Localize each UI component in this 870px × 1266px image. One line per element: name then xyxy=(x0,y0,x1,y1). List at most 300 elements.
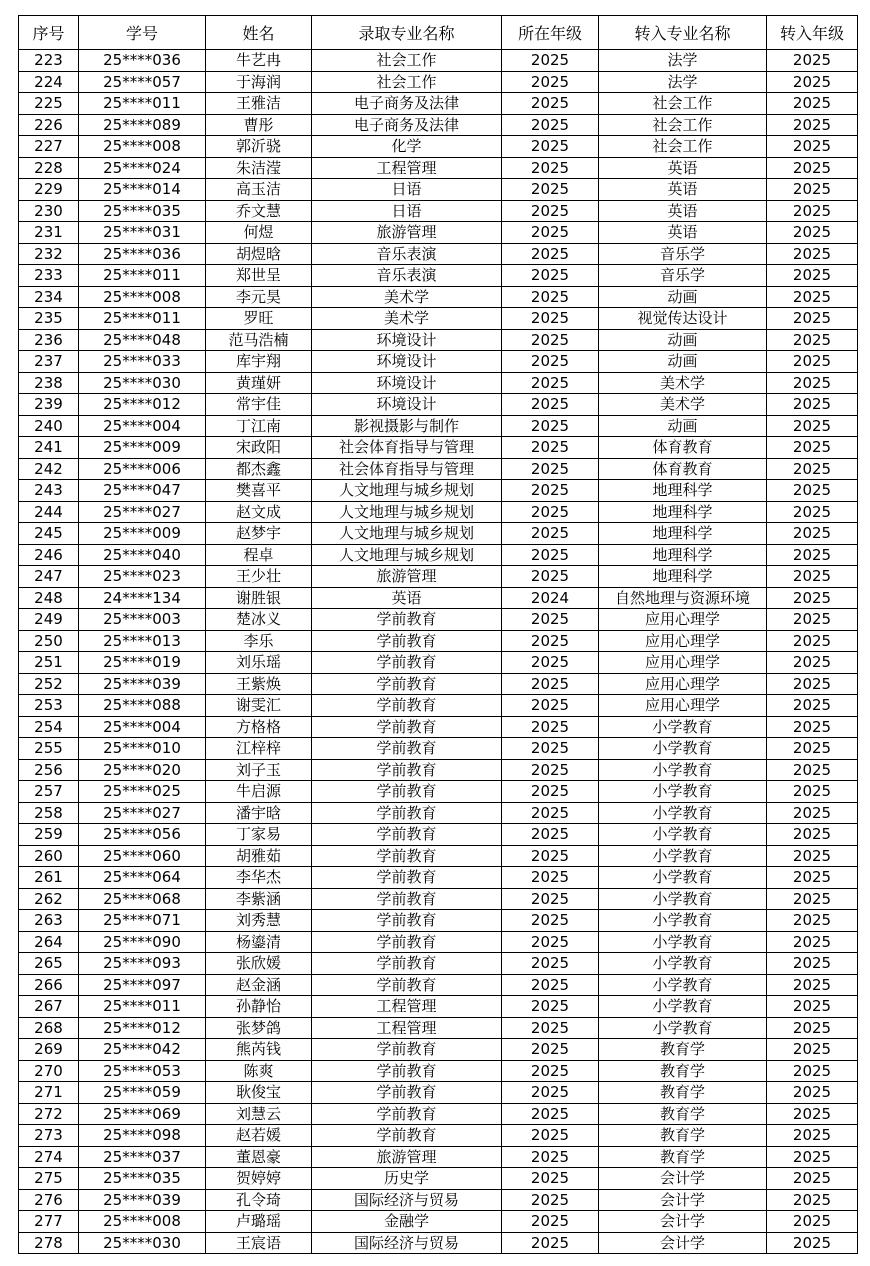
cell-student-id: 25****023 xyxy=(79,566,206,588)
table-row xyxy=(19,265,858,287)
cell-admitted-major: 学前教育 xyxy=(312,1082,502,1104)
cell-transfer-grade: 2025 xyxy=(767,738,858,760)
cell-serial-number: 247 xyxy=(19,566,79,588)
cell-admitted-major: 国际经济与贸易 xyxy=(312,1189,502,1211)
cell-student-id: 25****013 xyxy=(79,630,206,652)
table-row xyxy=(19,1211,858,1233)
cell-name: 樊喜平 xyxy=(206,480,312,502)
cell-serial-number: 224 xyxy=(19,71,79,93)
cell-name: 耿俊宝 xyxy=(206,1082,312,1104)
cell-transfer-major: 英语 xyxy=(599,222,767,244)
cell-grade: 2025 xyxy=(502,953,599,975)
cell-name: 赵金涵 xyxy=(206,974,312,996)
cell-grade: 2025 xyxy=(502,1060,599,1082)
cell-transfer-grade: 2025 xyxy=(767,308,858,330)
cell-transfer-grade: 2025 xyxy=(767,243,858,265)
cell-admitted-major: 学前教育 xyxy=(312,974,502,996)
cell-serial-number: 239 xyxy=(19,394,79,416)
header-serial-number: 序号 xyxy=(19,16,79,50)
cell-name: 楚冰义 xyxy=(206,609,312,631)
cell-transfer-major: 音乐学 xyxy=(599,243,767,265)
cell-transfer-grade: 2025 xyxy=(767,953,858,975)
cell-admitted-major: 学前教育 xyxy=(312,695,502,717)
cell-name: 程卓 xyxy=(206,544,312,566)
cell-transfer-grade: 2025 xyxy=(767,93,858,115)
cell-grade: 2025 xyxy=(502,329,599,351)
cell-transfer-grade: 2025 xyxy=(767,996,858,1018)
cell-transfer-grade: 2025 xyxy=(767,1039,858,1061)
cell-student-id: 25****071 xyxy=(79,910,206,932)
cell-admitted-major: 影视摄影与制作 xyxy=(312,415,502,437)
table-row xyxy=(19,695,858,717)
cell-serial-number: 255 xyxy=(19,738,79,760)
table-row xyxy=(19,1082,858,1104)
cell-admitted-major: 人文地理与城乡规划 xyxy=(312,480,502,502)
table-row xyxy=(19,974,858,996)
header-name: 姓名 xyxy=(206,16,312,50)
cell-serial-number: 236 xyxy=(19,329,79,351)
cell-transfer-grade: 2025 xyxy=(767,974,858,996)
cell-transfer-major: 小学教育 xyxy=(599,759,767,781)
table-row xyxy=(19,587,858,609)
table-row xyxy=(19,50,858,72)
cell-transfer-major: 教育学 xyxy=(599,1060,767,1082)
cell-student-id: 25****056 xyxy=(79,824,206,846)
cell-serial-number: 254 xyxy=(19,716,79,738)
cell-transfer-major: 会计学 xyxy=(599,1211,767,1233)
cell-serial-number: 274 xyxy=(19,1146,79,1168)
cell-grade: 2025 xyxy=(502,1125,599,1147)
cell-grade: 2025 xyxy=(502,265,599,287)
cell-student-id: 25****008 xyxy=(79,1211,206,1233)
cell-student-id: 25****004 xyxy=(79,415,206,437)
cell-grade: 2025 xyxy=(502,845,599,867)
cell-transfer-grade: 2025 xyxy=(767,1125,858,1147)
header-grade: 所在年级 xyxy=(502,16,599,50)
cell-grade: 2025 xyxy=(502,738,599,760)
cell-transfer-major: 小学教育 xyxy=(599,738,767,760)
cell-transfer-major: 地理科学 xyxy=(599,480,767,502)
cell-student-id: 25****097 xyxy=(79,974,206,996)
cell-serial-number: 246 xyxy=(19,544,79,566)
cell-student-id: 25****011 xyxy=(79,996,206,1018)
cell-admitted-major: 人文地理与城乡规划 xyxy=(312,544,502,566)
table-row xyxy=(19,566,858,588)
cell-serial-number: 277 xyxy=(19,1211,79,1233)
cell-serial-number: 230 xyxy=(19,200,79,222)
cell-student-id: 25****042 xyxy=(79,1039,206,1061)
cell-student-id: 25****011 xyxy=(79,308,206,330)
cell-admitted-major: 美术学 xyxy=(312,286,502,308)
cell-admitted-major: 环境设计 xyxy=(312,372,502,394)
cell-serial-number: 240 xyxy=(19,415,79,437)
table-row xyxy=(19,996,858,1018)
cell-admitted-major: 环境设计 xyxy=(312,394,502,416)
table-row xyxy=(19,329,858,351)
cell-name: 郑世呈 xyxy=(206,265,312,287)
cell-name: 贺婷婷 xyxy=(206,1168,312,1190)
cell-name: 张梦鸽 xyxy=(206,1017,312,1039)
cell-name: 赵若媛 xyxy=(206,1125,312,1147)
cell-serial-number: 243 xyxy=(19,480,79,502)
cell-admitted-major: 英语 xyxy=(312,587,502,609)
cell-student-id: 25****024 xyxy=(79,157,206,179)
cell-name: 胡雅茹 xyxy=(206,845,312,867)
table-row xyxy=(19,136,858,158)
cell-grade: 2025 xyxy=(502,243,599,265)
cell-serial-number: 265 xyxy=(19,953,79,975)
cell-grade: 2025 xyxy=(502,200,599,222)
cell-transfer-major: 地理科学 xyxy=(599,544,767,566)
cell-student-id: 24****134 xyxy=(79,587,206,609)
cell-student-id: 25****008 xyxy=(79,136,206,158)
cell-admitted-major: 环境设计 xyxy=(312,329,502,351)
cell-transfer-major: 小学教育 xyxy=(599,953,767,975)
table-row xyxy=(19,759,858,781)
cell-transfer-grade: 2025 xyxy=(767,286,858,308)
cell-name: 乔文慧 xyxy=(206,200,312,222)
cell-serial-number: 260 xyxy=(19,845,79,867)
cell-grade: 2025 xyxy=(502,888,599,910)
cell-admitted-major: 社会工作 xyxy=(312,50,502,72)
cell-admitted-major: 日语 xyxy=(312,179,502,201)
table-row xyxy=(19,781,858,803)
cell-transfer-major: 小学教育 xyxy=(599,996,767,1018)
table-row xyxy=(19,501,858,523)
cell-grade: 2025 xyxy=(502,802,599,824)
cell-serial-number: 275 xyxy=(19,1168,79,1190)
table-row xyxy=(19,415,858,437)
cell-student-id: 25****030 xyxy=(79,1232,206,1254)
cell-grade: 2025 xyxy=(502,759,599,781)
cell-admitted-major: 人文地理与城乡规划 xyxy=(312,501,502,523)
cell-serial-number: 228 xyxy=(19,157,79,179)
cell-transfer-major: 法学 xyxy=(599,50,767,72)
cell-transfer-grade: 2025 xyxy=(767,867,858,889)
cell-serial-number: 251 xyxy=(19,652,79,674)
cell-student-id: 25****008 xyxy=(79,286,206,308)
cell-transfer-grade: 2025 xyxy=(767,458,858,480)
cell-serial-number: 252 xyxy=(19,673,79,695)
cell-grade: 2025 xyxy=(502,1017,599,1039)
cell-admitted-major: 化学 xyxy=(312,136,502,158)
cell-serial-number: 238 xyxy=(19,372,79,394)
cell-transfer-major: 小学教育 xyxy=(599,824,767,846)
cell-transfer-major: 地理科学 xyxy=(599,566,767,588)
cell-student-id: 25****011 xyxy=(79,93,206,115)
cell-transfer-major: 会计学 xyxy=(599,1168,767,1190)
cell-student-id: 25****030 xyxy=(79,372,206,394)
cell-transfer-major: 会计学 xyxy=(599,1189,767,1211)
table-row xyxy=(19,71,858,93)
cell-transfer-grade: 2025 xyxy=(767,845,858,867)
table-row xyxy=(19,910,858,932)
cell-transfer-grade: 2025 xyxy=(767,1103,858,1125)
table-row xyxy=(19,114,858,136)
cell-grade: 2025 xyxy=(502,480,599,502)
cell-serial-number: 261 xyxy=(19,867,79,889)
cell-serial-number: 276 xyxy=(19,1189,79,1211)
cell-admitted-major: 社会体育指导与管理 xyxy=(312,437,502,459)
cell-transfer-grade: 2025 xyxy=(767,673,858,695)
cell-serial-number: 268 xyxy=(19,1017,79,1039)
cell-serial-number: 232 xyxy=(19,243,79,265)
cell-student-id: 25****068 xyxy=(79,888,206,910)
cell-transfer-grade: 2025 xyxy=(767,71,858,93)
cell-serial-number: 245 xyxy=(19,523,79,545)
cell-grade: 2025 xyxy=(502,931,599,953)
cell-transfer-grade: 2025 xyxy=(767,1060,858,1082)
cell-admitted-major: 学前教育 xyxy=(312,802,502,824)
cell-student-id: 25****004 xyxy=(79,716,206,738)
cell-transfer-grade: 2025 xyxy=(767,888,858,910)
cell-grade: 2025 xyxy=(502,157,599,179)
cell-serial-number: 227 xyxy=(19,136,79,158)
cell-student-id: 25****036 xyxy=(79,243,206,265)
cell-student-id: 25****047 xyxy=(79,480,206,502)
table-row xyxy=(19,845,858,867)
cell-transfer-major: 体育教育 xyxy=(599,458,767,480)
cell-student-id: 25****031 xyxy=(79,222,206,244)
cell-grade: 2025 xyxy=(502,910,599,932)
cell-transfer-grade: 2025 xyxy=(767,523,858,545)
cell-name: 都杰鑫 xyxy=(206,458,312,480)
table-row xyxy=(19,222,858,244)
table-row xyxy=(19,931,858,953)
cell-name: 李乐 xyxy=(206,630,312,652)
cell-grade: 2025 xyxy=(502,824,599,846)
cell-transfer-grade: 2025 xyxy=(767,1146,858,1168)
cell-transfer-major: 美术学 xyxy=(599,394,767,416)
cell-name: 范马浩楠 xyxy=(206,329,312,351)
cell-grade: 2025 xyxy=(502,544,599,566)
cell-transfer-major: 小学教育 xyxy=(599,802,767,824)
cell-admitted-major: 音乐表演 xyxy=(312,243,502,265)
cell-admitted-major: 学前教育 xyxy=(312,738,502,760)
cell-admitted-major: 学前教育 xyxy=(312,673,502,695)
cell-admitted-major: 学前教育 xyxy=(312,910,502,932)
cell-grade: 2025 xyxy=(502,501,599,523)
cell-name: 杨鎏清 xyxy=(206,931,312,953)
cell-name: 罗旺 xyxy=(206,308,312,330)
cell-name: 黄瑾妍 xyxy=(206,372,312,394)
cell-student-id: 25****010 xyxy=(79,738,206,760)
cell-name: 王紫焕 xyxy=(206,673,312,695)
cell-serial-number: 263 xyxy=(19,910,79,932)
cell-transfer-major: 地理科学 xyxy=(599,501,767,523)
cell-serial-number: 223 xyxy=(19,50,79,72)
cell-transfer-grade: 2025 xyxy=(767,351,858,373)
table-row xyxy=(19,802,858,824)
cell-student-id: 25****037 xyxy=(79,1146,206,1168)
cell-name: 朱洁滢 xyxy=(206,157,312,179)
cell-serial-number: 266 xyxy=(19,974,79,996)
cell-name: 牛启源 xyxy=(206,781,312,803)
cell-admitted-major: 学前教育 xyxy=(312,652,502,674)
cell-student-id: 25****057 xyxy=(79,71,206,93)
cell-transfer-grade: 2025 xyxy=(767,50,858,72)
cell-name: 宋政阳 xyxy=(206,437,312,459)
cell-grade: 2025 xyxy=(502,652,599,674)
cell-admitted-major: 学前教育 xyxy=(312,867,502,889)
table-row xyxy=(19,1232,858,1254)
table-row xyxy=(19,480,858,502)
cell-name: 刘慧云 xyxy=(206,1103,312,1125)
table-row xyxy=(19,867,858,889)
cell-grade: 2025 xyxy=(502,630,599,652)
cell-name: 常宇佳 xyxy=(206,394,312,416)
cell-name: 江梓梓 xyxy=(206,738,312,760)
cell-transfer-grade: 2025 xyxy=(767,652,858,674)
cell-grade: 2025 xyxy=(502,50,599,72)
cell-transfer-major: 教育学 xyxy=(599,1082,767,1104)
cell-transfer-grade: 2025 xyxy=(767,931,858,953)
cell-student-id: 25****064 xyxy=(79,867,206,889)
cell-transfer-grade: 2025 xyxy=(767,437,858,459)
cell-admitted-major: 国际经济与贸易 xyxy=(312,1232,502,1254)
cell-admitted-major: 旅游管理 xyxy=(312,566,502,588)
cell-admitted-major: 学前教育 xyxy=(312,609,502,631)
cell-student-id: 25****059 xyxy=(79,1082,206,1104)
cell-grade: 2025 xyxy=(502,1211,599,1233)
header-transfer-grade: 转入年级 xyxy=(767,16,858,50)
cell-admitted-major: 学前教育 xyxy=(312,630,502,652)
cell-admitted-major: 学前教育 xyxy=(312,931,502,953)
cell-transfer-grade: 2025 xyxy=(767,372,858,394)
cell-transfer-major: 社会工作 xyxy=(599,136,767,158)
cell-grade: 2025 xyxy=(502,179,599,201)
cell-grade: 2025 xyxy=(502,286,599,308)
cell-name: 李紫涵 xyxy=(206,888,312,910)
cell-grade: 2025 xyxy=(502,974,599,996)
table-row xyxy=(19,351,858,373)
cell-admitted-major: 工程管理 xyxy=(312,996,502,1018)
table-body xyxy=(19,50,858,1254)
cell-transfer-major: 视觉传达设计 xyxy=(599,308,767,330)
cell-transfer-major: 英语 xyxy=(599,200,767,222)
cell-student-id: 25****012 xyxy=(79,1017,206,1039)
cell-grade: 2025 xyxy=(502,716,599,738)
cell-name: 曹彤 xyxy=(206,114,312,136)
cell-name: 孔令琦 xyxy=(206,1189,312,1211)
cell-transfer-grade: 2025 xyxy=(767,157,858,179)
table-row xyxy=(19,93,858,115)
table-row xyxy=(19,458,858,480)
cell-transfer-major: 应用心理学 xyxy=(599,630,767,652)
cell-student-id: 25****048 xyxy=(79,329,206,351)
cell-transfer-major: 会计学 xyxy=(599,1232,767,1254)
cell-grade: 2025 xyxy=(502,394,599,416)
cell-admitted-major: 学前教育 xyxy=(312,845,502,867)
table-row xyxy=(19,609,858,631)
cell-transfer-grade: 2025 xyxy=(767,587,858,609)
cell-name: 李元昊 xyxy=(206,286,312,308)
cell-student-id: 25****009 xyxy=(79,437,206,459)
cell-name: 于海润 xyxy=(206,71,312,93)
table-row xyxy=(19,1146,858,1168)
cell-admitted-major: 工程管理 xyxy=(312,1017,502,1039)
cell-student-id: 25****060 xyxy=(79,845,206,867)
table-row xyxy=(19,824,858,846)
cell-grade: 2025 xyxy=(502,1039,599,1061)
cell-serial-number: 273 xyxy=(19,1125,79,1147)
cell-serial-number: 234 xyxy=(19,286,79,308)
cell-serial-number: 249 xyxy=(19,609,79,631)
cell-admitted-major: 日语 xyxy=(312,200,502,222)
cell-transfer-major: 美术学 xyxy=(599,372,767,394)
cell-transfer-major: 动画 xyxy=(599,286,767,308)
cell-grade: 2025 xyxy=(502,781,599,803)
table-row xyxy=(19,953,858,975)
cell-grade: 2025 xyxy=(502,136,599,158)
cell-serial-number: 264 xyxy=(19,931,79,953)
cell-transfer-major: 动画 xyxy=(599,415,767,437)
transfer-student-table xyxy=(18,15,858,1254)
table-row xyxy=(19,200,858,222)
cell-grade: 2025 xyxy=(502,114,599,136)
cell-transfer-grade: 2025 xyxy=(767,1189,858,1211)
cell-admitted-major: 学前教育 xyxy=(312,888,502,910)
cell-transfer-grade: 2025 xyxy=(767,802,858,824)
cell-transfer-grade: 2025 xyxy=(767,781,858,803)
cell-grade: 2025 xyxy=(502,867,599,889)
cell-name: 刘乐瑶 xyxy=(206,652,312,674)
cell-student-id: 25****053 xyxy=(79,1060,206,1082)
cell-transfer-grade: 2025 xyxy=(767,222,858,244)
cell-name: 谢雯汇 xyxy=(206,695,312,717)
cell-transfer-major: 小学教育 xyxy=(599,867,767,889)
cell-serial-number: 244 xyxy=(19,501,79,523)
cell-transfer-major: 音乐学 xyxy=(599,265,767,287)
cell-grade: 2025 xyxy=(502,566,599,588)
cell-transfer-major: 应用心理学 xyxy=(599,673,767,695)
cell-admitted-major: 学前教育 xyxy=(312,824,502,846)
cell-serial-number: 258 xyxy=(19,802,79,824)
header-student-id: 学号 xyxy=(79,16,206,50)
cell-student-id: 25****069 xyxy=(79,1103,206,1125)
cell-name: 何煜 xyxy=(206,222,312,244)
cell-admitted-major: 学前教育 xyxy=(312,1060,502,1082)
cell-transfer-major: 小学教育 xyxy=(599,716,767,738)
cell-grade: 2025 xyxy=(502,458,599,480)
cell-transfer-major: 小学教育 xyxy=(599,1017,767,1039)
cell-grade: 2025 xyxy=(502,222,599,244)
cell-serial-number: 250 xyxy=(19,630,79,652)
cell-transfer-major: 动画 xyxy=(599,351,767,373)
cell-serial-number: 253 xyxy=(19,695,79,717)
cell-name: 谢胜银 xyxy=(206,587,312,609)
cell-name: 王雅洁 xyxy=(206,93,312,115)
cell-grade: 2025 xyxy=(502,609,599,631)
cell-transfer-grade: 2025 xyxy=(767,824,858,846)
cell-transfer-major: 小学教育 xyxy=(599,845,767,867)
cell-name: 赵文成 xyxy=(206,501,312,523)
table-header-row xyxy=(19,16,858,50)
cell-student-id: 25****088 xyxy=(79,695,206,717)
cell-student-id: 25****035 xyxy=(79,200,206,222)
cell-admitted-major: 学前教育 xyxy=(312,716,502,738)
cell-student-id: 25****027 xyxy=(79,501,206,523)
cell-student-id: 25****009 xyxy=(79,523,206,545)
cell-transfer-major: 小学教育 xyxy=(599,888,767,910)
cell-grade: 2025 xyxy=(502,695,599,717)
cell-grade: 2025 xyxy=(502,1103,599,1125)
cell-serial-number: 271 xyxy=(19,1082,79,1104)
cell-transfer-grade: 2025 xyxy=(767,1211,858,1233)
table-row xyxy=(19,157,858,179)
table-row xyxy=(19,394,858,416)
cell-grade: 2024 xyxy=(502,587,599,609)
